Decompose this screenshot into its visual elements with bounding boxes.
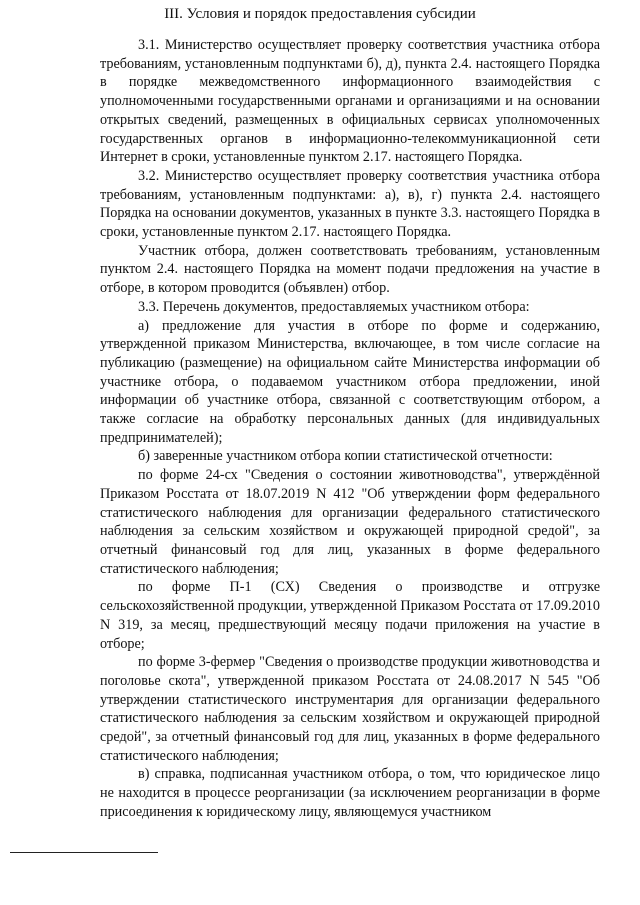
form-p-1-sh-item: по форме П-1 (СХ) Сведения о производстве и отгрузке сельскохозяйственной продукции, утвержденной Приказом Росстата от 17.09.2010 N 319, за месяц, предшествующий месяцу подачи приложения на участие в отборе; — [100, 579, 600, 652]
list-item-b: б) заверенные участником отбора копии статистической отчетности: — [138, 448, 553, 465]
document-body — [100, 36, 600, 822]
paragraph-3-3: 3.3. Перечень документов, предоставляемых участником отбора: — [138, 298, 530, 315]
paragraph-participant-requirements: Участник отбора, должен соответствовать требованиям, установленным пунктом 2.4. настоящего Порядка на момент подачи предложения на участие в отборе, в котором проводится (объявлен) отбор. — [100, 242, 600, 297]
section-heading: III. Условия и порядок предоставления субсидии — [164, 6, 476, 22]
paragraph-3-2: 3.2. Министерство осуществляет проверку соответствия участника отбора требованиям, установленным подпунктами: а), в), г) пункта 2.4. настоящего Порядка на основании документов, указанных в пункте 3.3. настоящего Порядка в сроки, установленные пунктом 2.17. настоящего Порядка. — [100, 167, 600, 241]
paragraph-3-1: 3.1. Министерство осуществляет проверку соответствия участника отбора требованиям, установленным подпунктами б), д), пункта 2.4. настоящего Порядка в порядке межведомственного информационного взаимодействия с уполномоченными государственными органами и организациями и на основании открытых сведений, размещенных в официальных сервисах уполномоченных государственных органов в информационно-телекоммуникационной сети Интернет в сроки, установленные пунктом 2.17. настоящего Порядка. — [100, 37, 600, 166]
list-item-a: а) предложение для участия в отборе по форме и содержанию, утвержденной приказом Министерства, включающее, в том числе согласие на публикацию (размещение) на официальном сайте Министерства информации об участнике отбора, о подаваемом участником отбора предложении, иной информации об участнике отбора, связанной с соответствующим отбором, а также согласие на обработку персональных данных (для индивидуальных предпринимателей); — [100, 317, 600, 446]
form-3-fermer-item: по форме 3-фермер "Сведения о производстве продукции животноводства и поголовье скота", утвержденной приказом Росстата от 24.08.2017 N 545 "Об утверждении статистического инструментария для организации федерального статистического наблюдения за сельским хозяйством и окружающей природной средой", за отчетный финансовый год для лиц, указанных в форме федерального статистического наблюдения; — [100, 654, 600, 764]
footnote-separator — [10, 852, 158, 853]
list-item-v: в) справка, подписанная участником отбора, о том, что юридическое лицо не находится в процессе реорганизации (за исключением реорганизации в форме присоединения к юридическому лицу, являющемуся участником — [100, 766, 600, 820]
form-24-sh-item: по форме 24-сх "Сведения о состоянии животноводства", утверждённой Приказом Росстата от 18.07.2019 N 412 "Об утверждении форм федерального статистического наблюдения для организации федерального статистического наблюдения за сельским хозяйством и окружающей природной средой", за отчетный финансовый год для лиц, указанных в форме федерального статистического наблюдения; — [100, 467, 600, 577]
